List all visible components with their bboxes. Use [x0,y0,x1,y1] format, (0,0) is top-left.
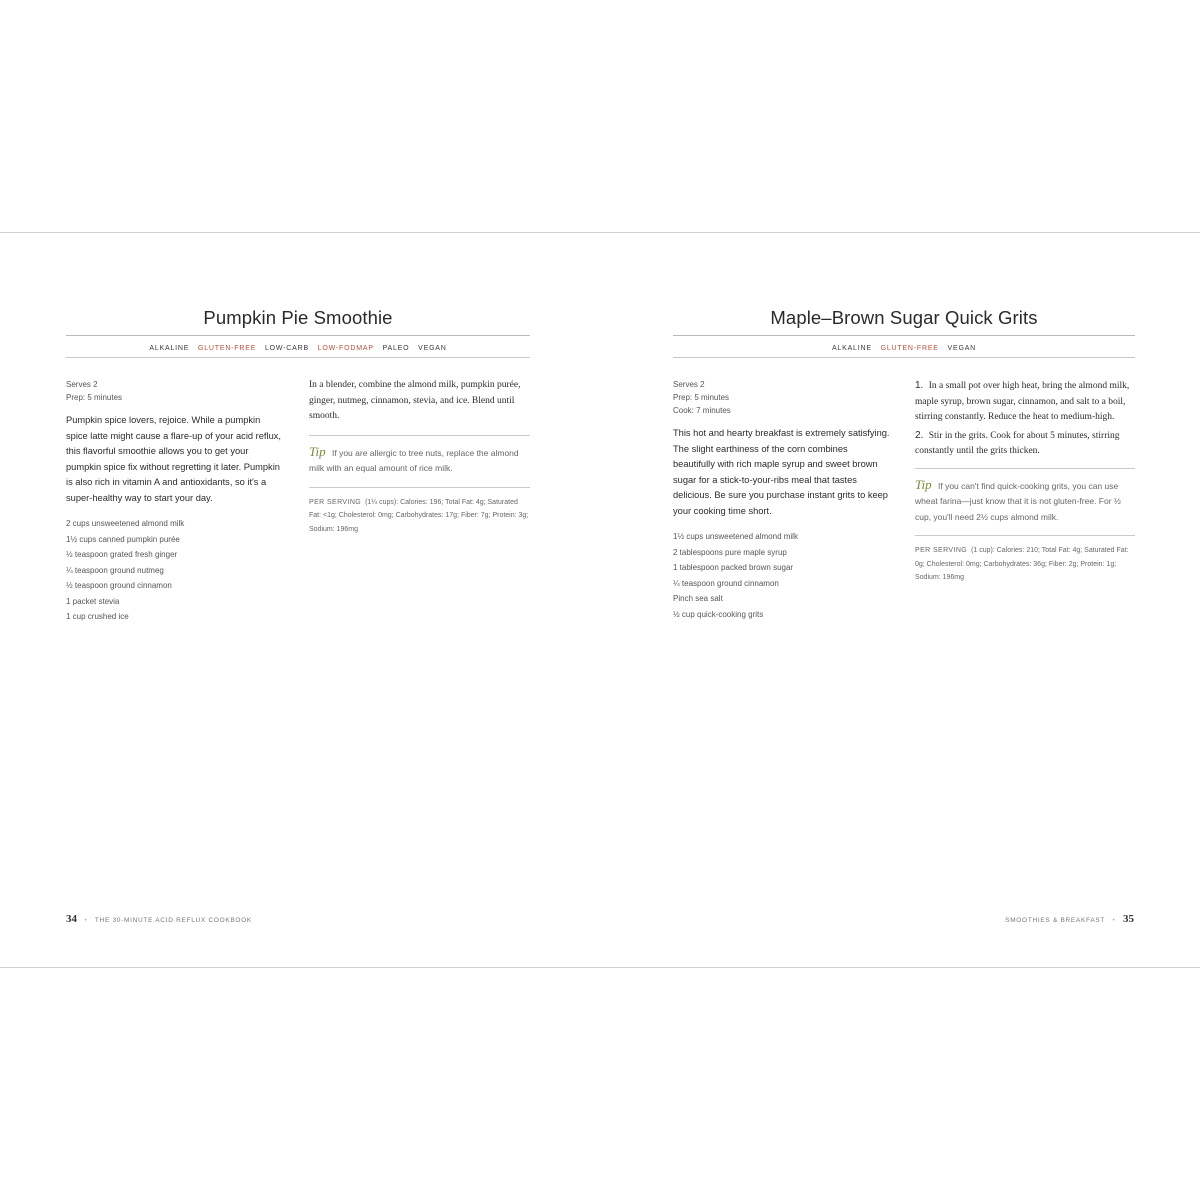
recipe-title: Maple–Brown Sugar Quick Grits [770,307,1038,328]
ingredient: ½ teaspoon ground cinnamon [66,581,172,590]
ingredient: ½ cup quick-cooking grits [673,609,764,619]
ingredient-list [673,529,891,622]
tag-alkaline: ALKALINE [149,345,190,352]
directions-column [309,378,530,536]
diet-tags [66,344,530,354]
recipe-intro: This hot and hearty breakfast is extremely satisfying. The slight earthiness of the corn combines beautifully with rich maple syrup and sweet brown sugar for a stick-to-your-ribs meal that tastes delicious. Be sure you purchase instant grits to keep your cooking time short. [673,428,890,516]
tip-label: Tip [915,476,932,492]
ingredient: 1 tablespoon packed brown sugar [673,563,794,572]
left-page [66,233,530,967]
running-title: SMOOTHIES & BREAKFAST [1005,917,1105,924]
nutrition-values: (1¼ cups): Calories: 196; Total Fat: 4g; Saturated Fat: <1g; Cholesterol: 0mg; Carbohydrates: 17g; Fiber: 7g; Protein: 3g; Sodium: 196mg [309,498,529,533]
directions [915,378,1135,460]
page-number: 34 [66,913,77,925]
ingredient: 1 cup crushed ice [66,612,129,621]
ingredient: 1 packet stevia [66,596,120,606]
tag-vegan: VEGAN [947,345,977,352]
ingredient: 2 cups unsweetened almond milk [66,519,185,528]
recipe-title: Pumpkin Pie Smoothie [203,307,393,328]
step-number: 1. [915,380,924,391]
tip-box [915,469,1135,536]
tags-rule [673,357,1135,358]
footer-separator: • [1112,917,1116,924]
page-number: 35 [1123,913,1134,925]
direction-step [915,378,1135,426]
step-text: Stir in the grits. Cook for about 5 minutes, stirring constantly until the grits thicken. [915,430,1120,456]
ingredient-list [66,516,284,625]
book-spread [0,232,1200,968]
diet-tags [673,344,1135,354]
tag-gluten-free: GLUTEN-FREE [197,345,257,352]
tag-alkaline: ALKALINE [831,345,872,352]
running-title: THE 30-MINUTE ACID REFLUX COOKBOOK [94,917,252,924]
ingredient: 1½ cups unsweetened almond milk [673,532,798,541]
tag-gluten-free: GLUTEN-FREE [880,345,939,352]
right-footer [1005,913,1134,927]
tip-text: If you are allergic to tree nuts, replace the almond milk with an equal amount of rice milk. [309,447,519,473]
tag-low-carb: LOW-CARB [264,345,309,352]
step-text: In a small pot over high heat, bring the almond milk, maple syrup, brown sugar, cinnamon, and salt to a boil, stirring constantly. Reduce the heat to medium-high. [915,381,1130,422]
ingredient: ¼ teaspoon ground cinnamon [673,578,779,588]
servings: Serves 2 [66,380,98,389]
title-rule [66,335,530,336]
direction-step: In a blender, combine the almond milk, pumpkin purée, ginger, nutmeg, cinnamon, stevia, and ice. Blend until smooth. [309,380,521,421]
left-footer [66,913,252,927]
recipe-intro: Pumpkin spice lovers, rejoice. While a pumpkin spice latte might cause a flare-up of your acid reflux, this flavorful smoothie allows you to get your pumpkin spice fix without regretting it later. Pumpkin is also rich in vitamin A and antioxidants, so it's a super-healthy way to start your day. [66,415,281,503]
tag-low-fodmap: LOW-FODMAP [317,345,374,352]
right-page [673,233,1135,967]
nutrition-label: PER SERVING [309,498,362,506]
ingredient: ¼ teaspoon ground nutmeg [66,565,164,575]
servings: Serves 2 [673,380,705,389]
direction-step [915,428,1135,460]
tip-box [309,436,530,487]
nutrition-label: PER SERVING [915,547,968,554]
prep-time: Prep: 5 minutes [66,393,123,402]
ingredient: ½ teaspoon grated fresh ginger [66,550,178,559]
directions [309,378,530,425]
tip-text: If you can't find quick-cooking grits, you can use wheat farina—just know that it is not gluten-free. For ½ cup, you'll need 2½ cups almond milk. [915,480,1121,522]
prep-time: Prep: 5 minutes [673,393,730,402]
nutrition-values: (1 cup): Calories: 210; Total Fat: 4g; Saturated Fat: 0g; Cholesterol: 0mg; Carbohydrates: 36g; Fiber: 2g; Protein: 1g; Sodium: 196mg [915,547,1129,581]
ingredient: Pinch sea salt [673,594,723,603]
tag-vegan: VEGAN [418,345,447,352]
tag-paleo: PALEO [382,345,410,352]
title-rule [673,335,1135,336]
ingredient: 2 tablespoons pure maple syrup [673,547,787,557]
step-number: 2. [915,429,924,441]
ingredient: 1½ cups canned pumpkin purée [66,534,180,544]
nutrition-info [309,488,530,537]
footer-separator: • [84,917,88,924]
directions-column [915,378,1135,585]
tags-rule [66,357,530,358]
tip-label: Tip [309,443,326,459]
recipe-info-column [66,378,284,625]
nutrition-info [915,536,1135,585]
recipe-info-column [673,378,891,622]
cook-time: Cook: 7 minutes [673,406,731,415]
